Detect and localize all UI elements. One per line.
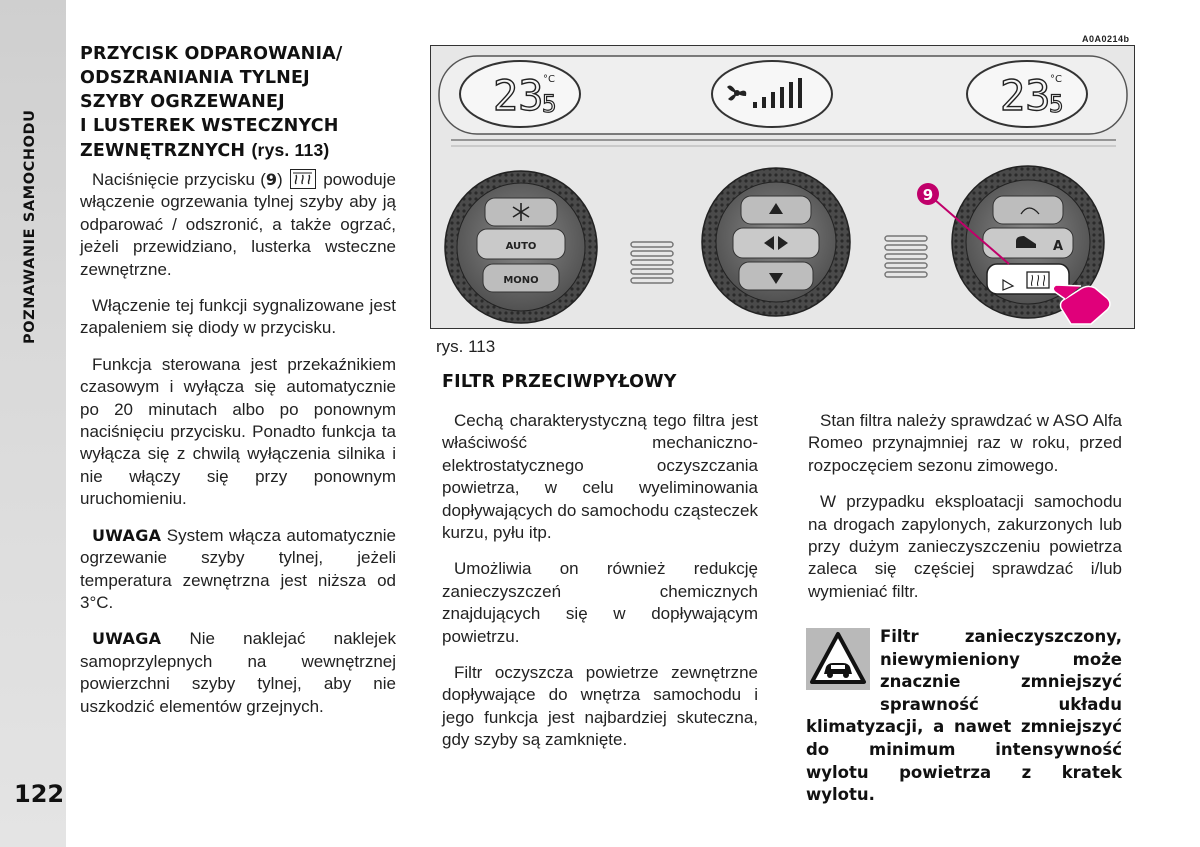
figure-code: A0A0214b [1082,34,1130,44]
recirculation-auto-label: A [1053,239,1064,254]
page-number: 122 [14,780,65,808]
heading-line: I LUSTEREK WSTECZNYCH [80,116,339,136]
paragraph: Stan filtra należy sprawdzać w ASO Alfa Romeo przynajmniej raz w roku, przed rozpoczęciem sezonu zimowego. [808,411,1122,475]
column-right [808,410,1122,617]
heading-line: PRZYCISK ODPAROWANIA/ [80,44,343,64]
pointer-hand-icon [1053,285,1110,324]
climate-panel-illustration [431,46,1135,329]
left-temp-unit: °C [543,74,555,85]
mono-button-label: MONO [503,275,539,286]
chapter-title: POZNAWANIE SAMOCHODU [22,109,38,344]
air-vent-right [885,236,927,277]
heading-line [80,138,396,163]
air-vent-left [631,242,673,283]
left-temp-digits: 23 [493,71,544,120]
climate-panel-figure [430,45,1135,329]
center-knob [702,168,850,316]
button-number: 9 [265,170,278,189]
callout-number: 9 [922,186,934,204]
paragraph: Cechą charakterystyczną tego filtra jest właściwość mechaniczno-elektrostatycznego oczyszczania powietrza, w celu wyeliminowania dopływających do samochodu cząsteczek kurzu, pyłu itp. [442,411,758,543]
right-temp-unit: °C [1050,74,1062,85]
paragraph: Włączenie tej funkcji sygnalizowane jest zapaleniem się diody w przycisku. [80,296,396,338]
right-temp-decimal: 5 [1049,90,1064,118]
heading-line: ODSZRANIANIA TYLNEJ [80,68,310,88]
left-temp-decimal: 5 [542,90,557,118]
warning-note [806,626,1122,807]
paragraph: Filtr oczyszcza powietrze zewnętrzne dopływające do wnętrza samochodu i jego funkcja jest najbardziej skuteczna, gdy szyby są zamknięte. [442,663,758,750]
figure-reference: (rys. 113) [251,140,330,160]
left-knob [445,171,597,323]
auto-button-label: AUTO [505,241,537,252]
rear-defrost-icon [290,169,316,189]
right-temp-digits: 23 [1000,71,1051,120]
warning-text: Filtr zanieczyszczony, niewymieniony może znacznie zmniejszyć sprawność układu klimatyzacji, a nawet zmniejszyć do minimum intensywność wylotu powietrza z kratek wylotu. [806,627,1122,805]
heading-line-text: ZEWNĘTRZNYCH [80,141,246,161]
paragraph: Umożliwia on również redukcję zanieczyszczeń chemicznych znajdujących się w dopływającym powietrzu. [442,559,758,646]
warning-car-icon [806,628,870,690]
paragraph: Funkcja sterowana jest przekaźnikiem czasowym i wyłącza się automatycznie po 20 minutach albo po ponownym naciśnięciu przycisku. Ponadto funkcja ta wyłącza się z chwilą wyłączenia silnika i nie włączy się przy ponownym uruchomieniu. [80,354,396,509]
paragraph: UWAGA System włącza automatycznie ogrzewanie szyby tylnej, jeżeli temperatura zewnętrzna jest niższa od 3°C. [80,525,396,612]
column-middle [442,410,758,766]
paragraph: W przypadku eksploatacji samochodu na drogach zapylonych, zakurzonych lub przy dużym zanieczyszczeniu powietrza zaleca się częściej sprawdzać i/lub wymieniać filtr. [808,492,1122,601]
paragraph: UWAGA Nie naklejać naklejek samoprzylepnych na wewnętrznej powierzchni szyby tylnej, aby nie uszkodzić elementów grzejnych. [80,629,396,716]
paragraph: Naciśnięcie przycisku (9) powoduje włączenie ogrzewania tylnej szyby aby ją odparować / odszronić, a także ogrzać, jeżeli przewidziano, lusterka wsteczne zewnętrzne. [80,170,396,279]
section-heading [80,42,396,163]
note-label: UWAGA [92,525,162,545]
note-label: UWAGA [92,629,162,649]
heading-line: SZYBY OGRZEWANEJ [80,92,285,112]
figure-caption: rys. 113 [436,337,496,356]
section-heading-filter: FILTR PRZECIWPYŁOWY [442,372,677,392]
column-left [80,42,396,732]
